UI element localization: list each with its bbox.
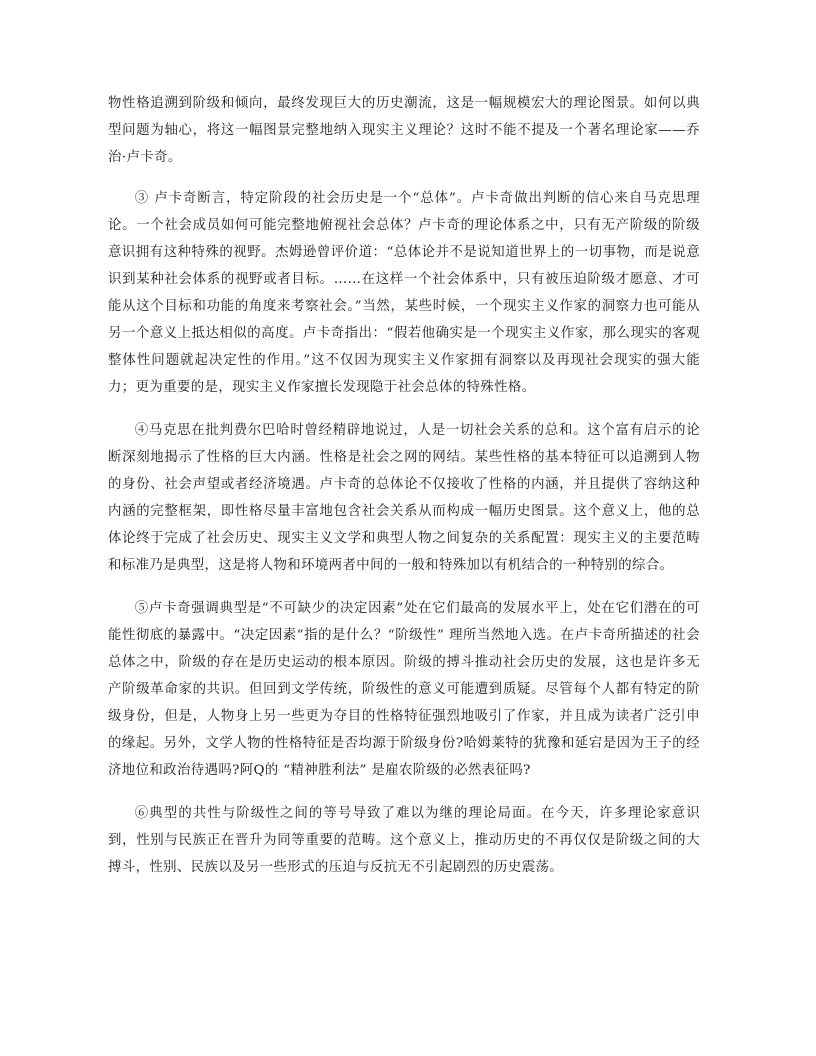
paragraph-5: ⑤卢卡奇强调典型是“不可缺少的决定因素”处在它们最高的发展水平上，处在它们潜在的可能性彻底的暴露中。“决定因素”指的是什么？“阶级性” 理所当然地入选。在卢卡奇所描述的社会总体之中，阶级的存在是历史运动的根本原因。阶级的搏斗推动社会历史的发展，这也是许多无产阶级革命家的共识。但回到文学传统，阶级性的意义可能遭到质疑。尽管每个人都有特定的阶级身份，但是，人物身上另一些更为夺目的性格特征强烈地吸引了作家，并且成为读者广泛引申的缘起。另外，文学人物的性格特征是否均源于阶级身份?哈姆莱特的犹豫和延宕是因为王子的经济地位和政治待遇吗?阿Q的 “精神胜利法” 是雇农阶级的必然表征吗?	[108, 601, 700, 778]
paragraph-3: ③ 卢卡奇断言，特定阶段的社会历史是一个“总体”。卢卡奇做出判断的信心来自马克思理论。一个社会成员如何可能完整地俯视社会总体？卢卡奇的理论体系之中，只有无产阶级的阶级意识拥有这种特殊的视野。杰姆逊曾评价道：“总体论并不是说知道世界上的一切事物，而是说意识到某种社会体系的视野或者目标。……在这样一个社会体系中，只有被压迫阶级才愿意、才可能从这个目标和功能的角度来考察社会。”当然，某些时候，一个现实主义作家的洞察力也可能从另一个意义上抵达相似的高度。卢卡奇指出：“假若他确实是一个现实主义作家，那么现实的客观整体性问题就起决定性的作用。”这不仅因为现实主义作家拥有洞察以及再现社会现实的强大能力；更为重要的是，现实主义作家擅长发现隐于社会总体的特殊性格。	[108, 191, 700, 395]
paragraph-4: ④马克思在批判费尔巴哈时曾经精辟地说过，人是一切社会关系的总和。这个富有启示的论断深刻地揭示了性格的巨大内涵。性格是社会之网的网结。某些性格的基本特征可以追溯到人物的身份、社会声望或者经济境遇。卢卡奇的总体论不仅接收了性格的内涵，并且提供了容纳这种内涵的完整框架，即性格尽量丰富地包含社会关系从而构成一幅历史图景。这个意义上，他的总体论终于完成了社会历史、现实主义文学和典型人物之间复杂的关系配置：现实主义的主要范畴和标准乃是典型，这是将人物和环境两者中间的一般和特殊加以有机结合的一种特别的综合。	[108, 423, 700, 573]
document-page	[108, 90, 700, 897]
paragraph-6: ⑥典型的共性与阶级性之间的等号导致了难以为继的理论局面。在今天，许多理论家意识到，性别与民族正在晋升为同等重要的范畴。这个意义上，推动历史的不再仅仅是阶级之间的大搏斗，性别、民族以及另一些形式的压迫与反抗无不引起剧烈的历史震荡。	[108, 806, 700, 875]
paragraph-intro: 物性格追溯到阶级和倾向，最终发现巨大的历史潮流，这是一幅规模宏大的理论图景。如何以典型问题为轴心，将这一幅图景完整地纳入现实主义理论？这时不能不提及一个著名理论家——乔治·卢卡奇。	[108, 96, 700, 165]
